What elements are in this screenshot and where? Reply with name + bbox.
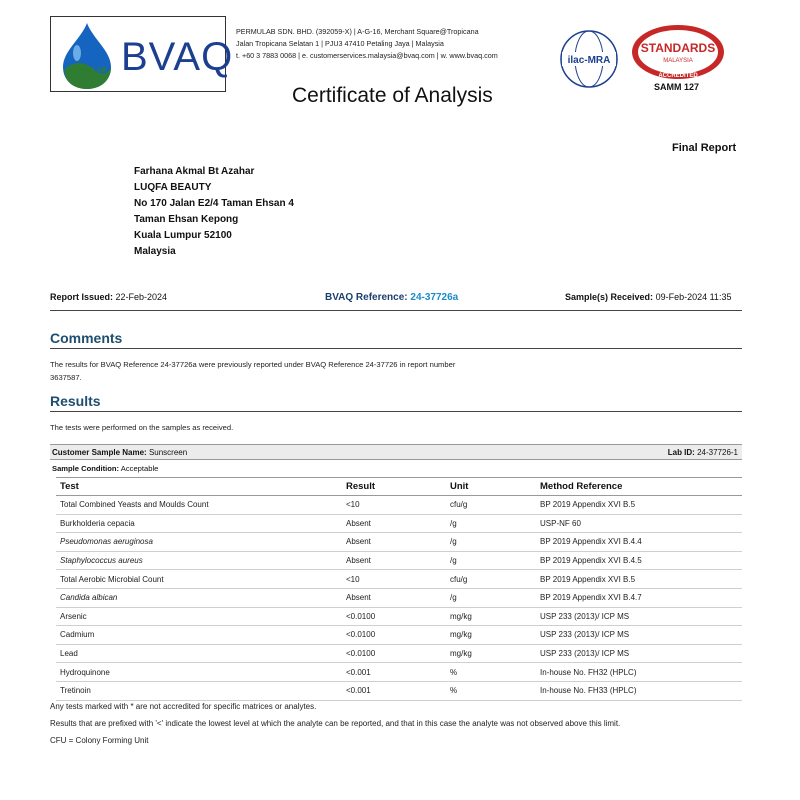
company-line: Jalan Tropicana Selatan 1 | PJU3 47410 Petaling Jaya | Malaysia: [236, 39, 444, 48]
lab-id-value: 24-37726-1: [697, 448, 738, 457]
samm-number: SAMM 127: [654, 82, 700, 92]
table-row: [56, 644, 742, 663]
ilac-globe-icon: [558, 28, 620, 90]
cell-unit: /g: [446, 588, 536, 607]
cell-result: <0.001: [342, 681, 446, 700]
cell-method: BP 2019 Appendix XVI B.4.4: [536, 533, 742, 552]
cell-test: Pseudomonas aeruginosa: [56, 533, 342, 552]
divider: [50, 411, 742, 412]
bvaq-reference-label: BVAQ Reference:: [325, 292, 408, 303]
cell-method: BP 2019 Appendix XVI B.4.5: [536, 551, 742, 570]
table-row: [56, 496, 742, 515]
cell-test: Tretinoin: [56, 681, 342, 700]
sample-condition-label: Sample Condition:: [52, 464, 120, 473]
standards-malaysia-logo: [630, 22, 730, 89]
lab-id: [668, 448, 738, 457]
cell-method: BP 2019 Appendix XVI B.4.7: [536, 588, 742, 607]
cell-method: USP 233 (2013)/ ICP MS: [536, 626, 742, 645]
customer-sample-name: [52, 448, 187, 457]
cell-result: <10: [342, 570, 446, 589]
cell-method: BP 2019 Appendix XVI B.5: [536, 496, 742, 515]
final-report-label: Final Report: [672, 142, 737, 154]
bvaq-reference: [325, 292, 458, 303]
ilac-mra-logo: [558, 28, 620, 95]
bvaq-reference-value: 24-37726a: [410, 292, 459, 303]
column-header-result: Result: [342, 478, 446, 496]
comments-line: The results for BVAQ Reference 24-37726a were previously reported under BVAQ Reference 24-37726 in report number: [50, 360, 456, 369]
sample-condition: [52, 464, 158, 473]
sample-received: [565, 292, 731, 302]
sample-received-label: Sample(s) Received:: [565, 292, 654, 302]
results-heading: Results: [50, 393, 101, 409]
cell-result: <0.001: [342, 663, 446, 682]
table-row: [56, 514, 742, 533]
column-header-unit: Unit: [446, 478, 536, 496]
cell-test: Total Combined Yeasts and Moulds Count: [56, 496, 342, 515]
address-line: Kuala Lumpur 52100: [134, 230, 232, 241]
company-line: t. +60 3 7883 0068 | e. customerservices.malaysia@bvaq.com | w. www.bvaq.com: [236, 51, 498, 60]
standards-badge-icon: [630, 22, 730, 84]
cell-unit: /g: [446, 533, 536, 552]
standards-text: STANDARDS: [640, 41, 716, 55]
cell-test: Hydroquinone: [56, 663, 342, 682]
divider: [50, 310, 742, 311]
cell-method: USP 233 (2013)/ ICP MS: [536, 607, 742, 626]
cell-method: In-house No. FH33 (HPLC): [536, 681, 742, 700]
cell-unit: mg/kg: [446, 644, 536, 663]
sample-condition-value: Acceptable: [120, 464, 159, 473]
comments-heading: Comments: [50, 330, 123, 346]
table-header-row: [56, 478, 742, 496]
footnote: CFU = Colony Forming Unit: [50, 736, 149, 745]
results-table: [56, 477, 742, 701]
footnote: Results that are prefixed with '<' indicate the lowest level at which the analyte can be reported, and that in this case the analyte was not observed above this limit.: [50, 719, 621, 728]
table-row: [56, 626, 742, 645]
cell-test: Staphylococcus aureus: [56, 551, 342, 570]
cell-unit: %: [446, 681, 536, 700]
sample-received-value: 09-Feb-2024 11:35: [655, 292, 732, 302]
accredited-text: ACCREDITED: [658, 73, 698, 79]
page-title: Certificate of Analysis: [292, 84, 493, 107]
recipient-address: [134, 164, 294, 260]
cell-method: BP 2019 Appendix XVI B.5: [536, 570, 742, 589]
cell-result: Absent: [342, 551, 446, 570]
cell-unit: /g: [446, 551, 536, 570]
logo-text: BVAQ: [121, 35, 234, 79]
cell-result: <0.0100: [342, 644, 446, 663]
cell-unit: cfu/g: [446, 496, 536, 515]
comments-text: [50, 358, 455, 384]
cell-result: <10: [342, 496, 446, 515]
divider: [50, 348, 742, 349]
cell-method: USP-NF 60: [536, 514, 742, 533]
cell-test: Candida albican: [56, 588, 342, 607]
cell-test: Arsenic: [56, 607, 342, 626]
bvaq-logo: [50, 16, 234, 92]
column-header-method: Method Reference: [536, 478, 742, 496]
report-issued: [50, 292, 167, 302]
cell-result: Absent: [342, 533, 446, 552]
logo-small-text: PERMULAB: [67, 67, 107, 74]
cell-unit: mg/kg: [446, 607, 536, 626]
standards-sub-text: MALAYSIA: [663, 58, 693, 64]
address-line: Malaysia: [134, 246, 176, 257]
cell-test: Burkholderia cepacia: [56, 514, 342, 533]
address-line: LUQFA BEAUTY: [134, 182, 212, 193]
sample-name-value: Sunscreen: [148, 448, 188, 457]
table-row: [56, 607, 742, 626]
cell-unit: %: [446, 663, 536, 682]
cell-unit: cfu/g: [446, 570, 536, 589]
cell-method: In-house No. FH32 (HPLC): [536, 663, 742, 682]
cell-unit: mg/kg: [446, 626, 536, 645]
ilac-text: ilac-MRA: [567, 55, 611, 66]
table-row: [56, 533, 742, 552]
cell-unit: /g: [446, 514, 536, 533]
cell-method: USP 233 (2013)/ ICP MS: [536, 644, 742, 663]
table-row: [56, 588, 742, 607]
footnotes: [50, 698, 620, 749]
cell-result: <0.0100: [342, 607, 446, 626]
column-header-test: Test: [56, 478, 342, 496]
report-issued-value: 22-Feb-2024: [115, 292, 168, 302]
company-info: [236, 26, 556, 62]
address-line: Farhana Akmal Bt Azahar: [134, 166, 255, 177]
address-line: No 170 Jalan E2/4 Taman Ehsan 4: [134, 198, 294, 209]
cell-test: Total Aerobic Microbial Count: [56, 570, 342, 589]
cell-test: Lead: [56, 644, 342, 663]
report-issued-label: Report Issued:: [50, 292, 114, 302]
comments-line: 3637587.: [50, 373, 82, 382]
sample-info-bar: [50, 444, 742, 460]
lab-id-label: Lab ID:: [667, 448, 695, 457]
cell-test: Cadmium: [56, 626, 342, 645]
footnote: Any tests marked with * are not accredited for specific matrices or analytes.: [50, 702, 317, 711]
cell-result: <0.0100: [342, 626, 446, 645]
table-row: [56, 663, 742, 682]
company-line: PERMULAB SDN. BHD. (392059-X) | A-G-16, Merchant Square@Tropicana: [236, 27, 479, 36]
results-intro: The tests were performed on the samples as received.: [50, 423, 234, 432]
results-table-body: [56, 496, 742, 701]
address-line: Taman Ehsan Kepong: [134, 214, 239, 225]
table-row: [56, 551, 742, 570]
cell-result: Absent: [342, 588, 446, 607]
sample-name-label: Customer Sample Name:: [52, 448, 147, 457]
cell-result: Absent: [342, 514, 446, 533]
table-row: [56, 570, 742, 589]
